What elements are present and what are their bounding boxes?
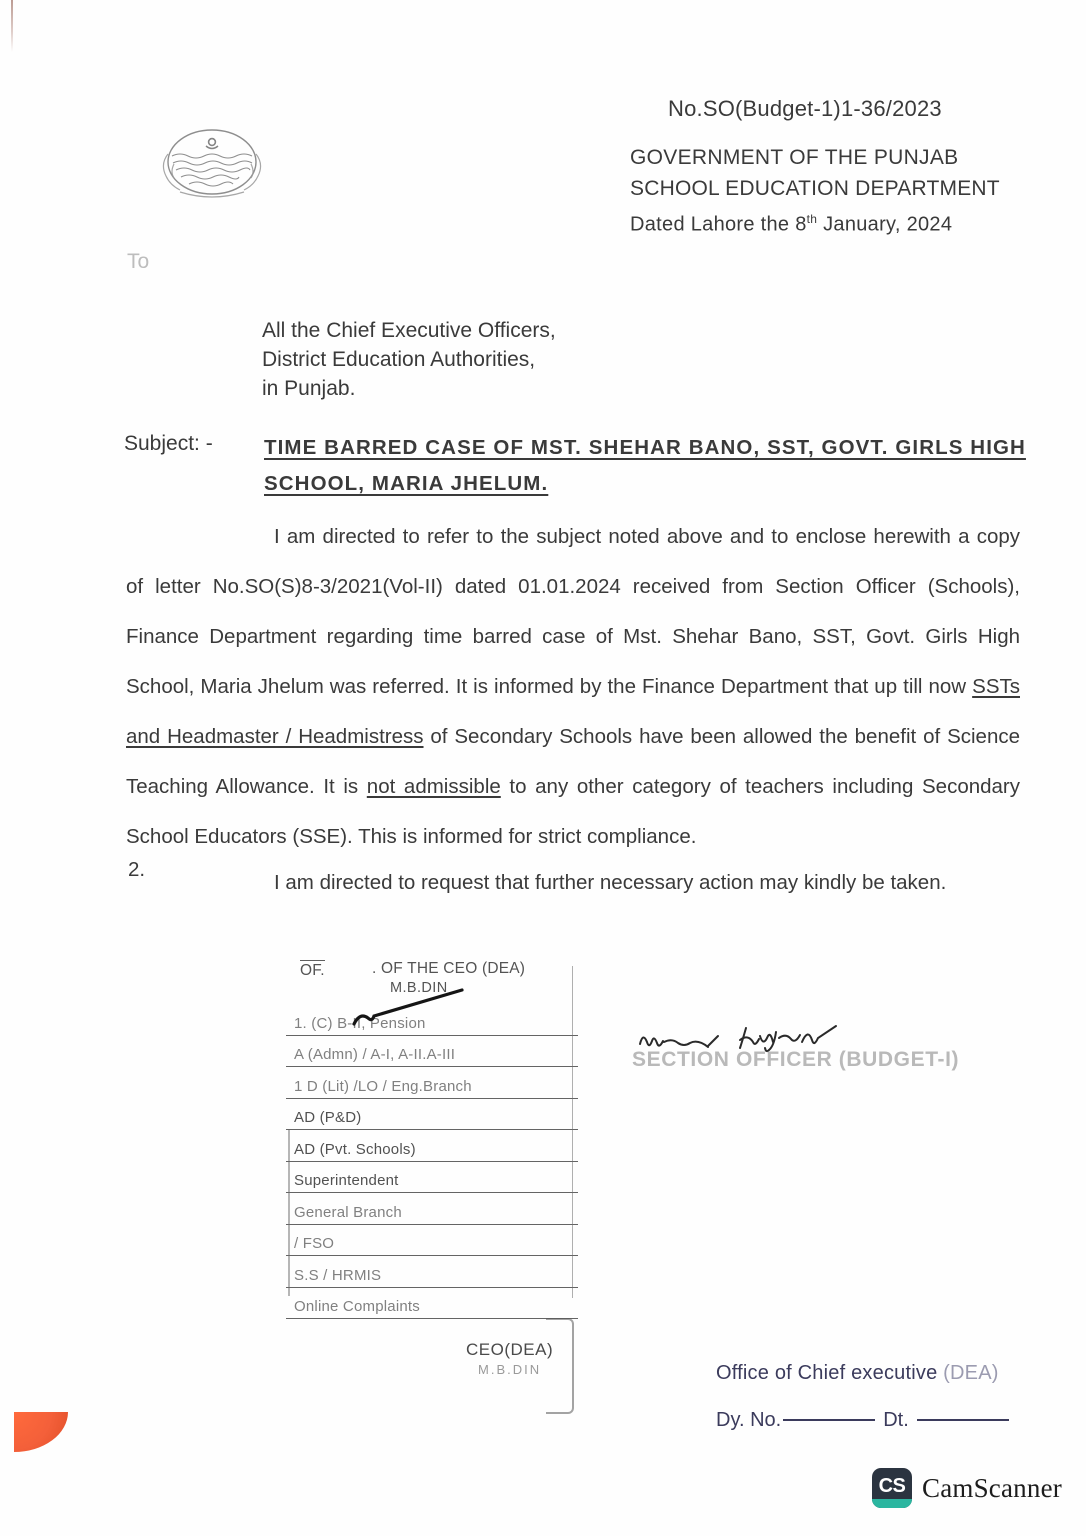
- dated-prefix: Dated Lahore the 8: [630, 213, 807, 236]
- handwritten-tick-mark: [350, 988, 470, 1034]
- addressee-line-2: District Education Authorities,: [262, 348, 536, 371]
- distribution-row: [286, 1288, 578, 1320]
- camscanner-wordmark: CamScanner: [922, 1472, 1062, 1503]
- distribution-row-label: AD (Pvt. Schools): [294, 1140, 416, 1158]
- para1-underlined-1: SSTs and Headmaster / Headmistress: [126, 675, 1020, 748]
- scan-edge-artifact: [11, 0, 13, 52]
- addressee-line-3: in Punjab.: [262, 377, 356, 400]
- dated-line: [630, 204, 1000, 241]
- dy-no-blank-rule: [783, 1419, 875, 1421]
- punjab-government-emblem-icon: [150, 120, 275, 205]
- distribution-row: [286, 1162, 578, 1194]
- distribution-row-label: Online Complaints: [294, 1298, 420, 1315]
- date-label: Dt.: [883, 1409, 909, 1431]
- distribution-row: [286, 1099, 578, 1131]
- distribution-row-label: AD (P&D): [294, 1109, 362, 1126]
- distribution-stamp-office: M.B.DIN: [390, 980, 448, 996]
- body-paragraph-2: I am directed to request that further necessary action may kindly be taken.: [274, 871, 947, 894]
- distribution-row-label: General Branch: [294, 1203, 402, 1221]
- body-paragraph-1: [126, 512, 1020, 862]
- distribution-stamp-footer: [466, 1340, 553, 1377]
- distribution-row-label: S.S / HRMIS: [294, 1266, 382, 1284]
- organization-line-1: GOVERNMENT OF THE PUNJAB: [630, 146, 959, 169]
- paragraph-2-number: 2.: [128, 858, 146, 881]
- receiving-office-title-tail: (DEA): [943, 1362, 999, 1384]
- organization-header: [630, 142, 1000, 241]
- receiving-office-title: [716, 1362, 1036, 1385]
- distribution-row: [286, 1036, 578, 1068]
- date-blank-rule: [917, 1419, 1009, 1421]
- receiving-office-stamp: [716, 1362, 1036, 1432]
- para1-segment-1: I am directed to refer to the subject noted above and to enclose herewith a copy of letter No.SO(S)8-3/2021(Vol-II) dated 01.01.2024 received from Section Officer (Schools), Finance Department regarding time barred case of Mst. Shehar Bano, SST, Govt. Girls High School, Maria Jhelum was referred. It is informed by the Finance Department that up till now: [126, 525, 1020, 698]
- dated-suffix: January, 2024: [817, 213, 953, 236]
- distribution-stamp-rows: [286, 1004, 578, 1319]
- distribution-row: [286, 1130, 578, 1162]
- addressee-line-1: All the Chief Executive Officers,: [262, 319, 556, 342]
- distribution-row-label: A (Admn) / A-I, A-II.A-III: [294, 1046, 456, 1063]
- distribution-stamp-header-right: . OF THE CEO (DEA): [372, 960, 526, 977]
- para1-segment-2: of Secondary Schools have been allowed the benefit of Science Teaching Allowance. It is: [126, 725, 1020, 798]
- distribution-stamp-footer-text: CEO(DEA): [466, 1340, 554, 1359]
- subject-text: TIME BARRED CASE OF MST. SHEHAR BANO, SST, GOVT. GIRLS HIGH SCHOOL, MARIA JHELUM.: [264, 436, 1026, 495]
- para1-underlined-2: not admissible: [366, 775, 501, 798]
- addressee-block: [262, 316, 556, 403]
- distribution-row-label: Superintendent: [294, 1172, 399, 1189]
- to-label: To: [127, 250, 150, 273]
- camscanner-watermark: [872, 1468, 1062, 1508]
- camscanner-logo-accent-bar: [872, 1499, 912, 1508]
- receiving-office-title-main: Office of Chief executive: [716, 1362, 944, 1384]
- dy-no-label: Dy. No.: [716, 1409, 782, 1431]
- camscanner-logo-icon: [872, 1468, 912, 1508]
- distribution-row: [286, 1067, 578, 1099]
- receiving-office-fields: [716, 1409, 1036, 1432]
- reference-number: No.SO(Budget-1)1-36/2023: [668, 96, 942, 121]
- distribution-row-label: / FSO: [294, 1235, 335, 1252]
- distribution-stamp-footer-border: [546, 1318, 574, 1414]
- dated-ordinal: th: [806, 212, 818, 226]
- distribution-row: [286, 1256, 578, 1288]
- distribution-stamp-right-border: [572, 966, 574, 1298]
- distribution-row: [286, 1193, 578, 1225]
- organization-line-2: SCHOOL EDUCATION DEPARTMENT: [630, 177, 1000, 200]
- distribution-row-label: 1. (C) B-II, Pension: [294, 1014, 426, 1032]
- distribution-row: [286, 1225, 578, 1257]
- corner-sticker-artifact: [14, 1412, 68, 1452]
- distribution-stamp-left-border: [288, 1130, 290, 1296]
- subject-label: Subject: -: [124, 432, 213, 455]
- signature-title: SECTION OFFICER (BUDGET-I): [632, 1048, 960, 1071]
- distribution-row-label: 1 D (Lit) /LO / Eng.Branch: [294, 1077, 472, 1095]
- para1-segment-3: to any other category of teachers including Secondary School Educators (SSE). This is informed for strict compliance.: [126, 775, 1020, 848]
- distribution-stamp-header-left: OF.: [300, 962, 325, 979]
- camscanner-logo-text: CS: [878, 1475, 906, 1497]
- distribution-stamp-footer-office: M.B.DIN: [478, 1362, 542, 1377]
